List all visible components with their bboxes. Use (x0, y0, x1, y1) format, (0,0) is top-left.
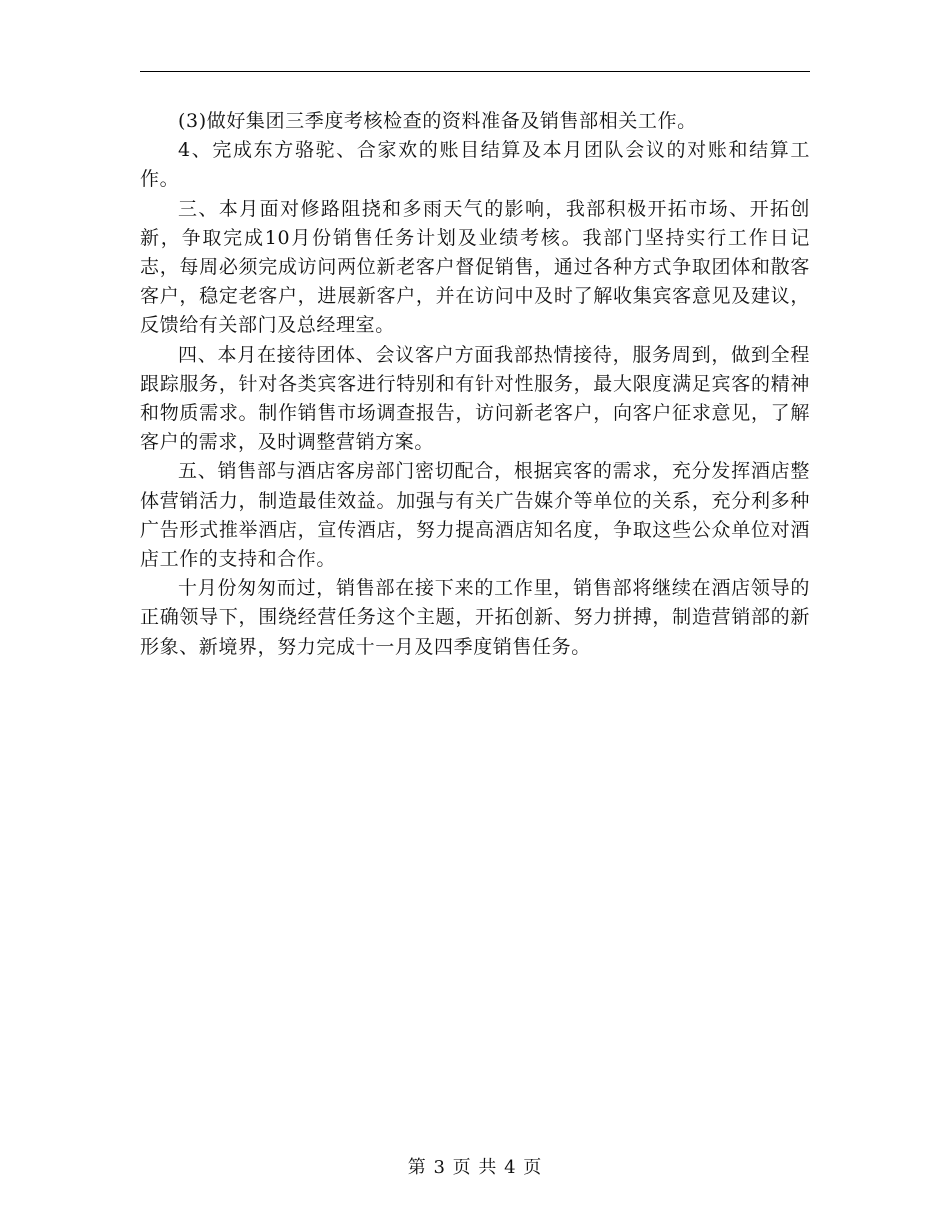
document-body (140, 107, 810, 662)
paragraph-item-3: (3)做好集团三季度考核检查的资料准备及销售部相关工作。 (178, 110, 697, 132)
paragraph-conclusion: 十月份匆匆而过，销售部在接下来的工作里，销售部将继续在酒店领导的正确领导下，围绕经营任务这个主题，开拓创新、努力拼搏，制造营销部的新形象、新境界，努力完成十一月及四季度销售任务。 (140, 577, 810, 658)
paragraph-department-cooperation: 五、销售部与酒店客房部门密切配合，根据宾客的需求，充分发挥酒店整体营销活力，制造最佳效益。加强与有关广告媒介等单位的关系，充分利多种广告形式推举酒店，宣传酒店，努力提高酒店知名度，争取这些公众单位对酒店工作的支持和合作。 (140, 460, 810, 571)
paragraph-group-reception: 四、本月在接待团体、会议客户方面我部热情接待，服务周到，做到全程跟踪服务，针对各类宾客进行特别和有针对性服务，最大限度满足宾客的精神和物质需求。制作销售市场调查报告，访问新老客户，向客户征求意见，了解客户的需求，及时调整营销方案。 (140, 343, 810, 454)
header-rule (140, 71, 810, 72)
paragraph-account-settlement: 4、完成东方骆驼、合家欢的账目结算及本月团队会议的对账和结算工作。 (140, 139, 810, 191)
page-number-footer: 第 3 页 共 4 页 (407, 1157, 543, 1178)
paragraph-market-expansion: 三、本月面对修路阻挠和多雨天气的影响，我部积极开拓市场、开拓创新，争取完成10月份销售任务计划及业绩考核。我部门坚持实行工作日记志，每周必须完成访问两位新老客户督促销售，通过各种方式争取团体和散客客户，稳定老客户，进展新客户，并在访问中及时了解收集宾客意见及建议，反馈给有关部门及总经理室。 (140, 197, 810, 337)
